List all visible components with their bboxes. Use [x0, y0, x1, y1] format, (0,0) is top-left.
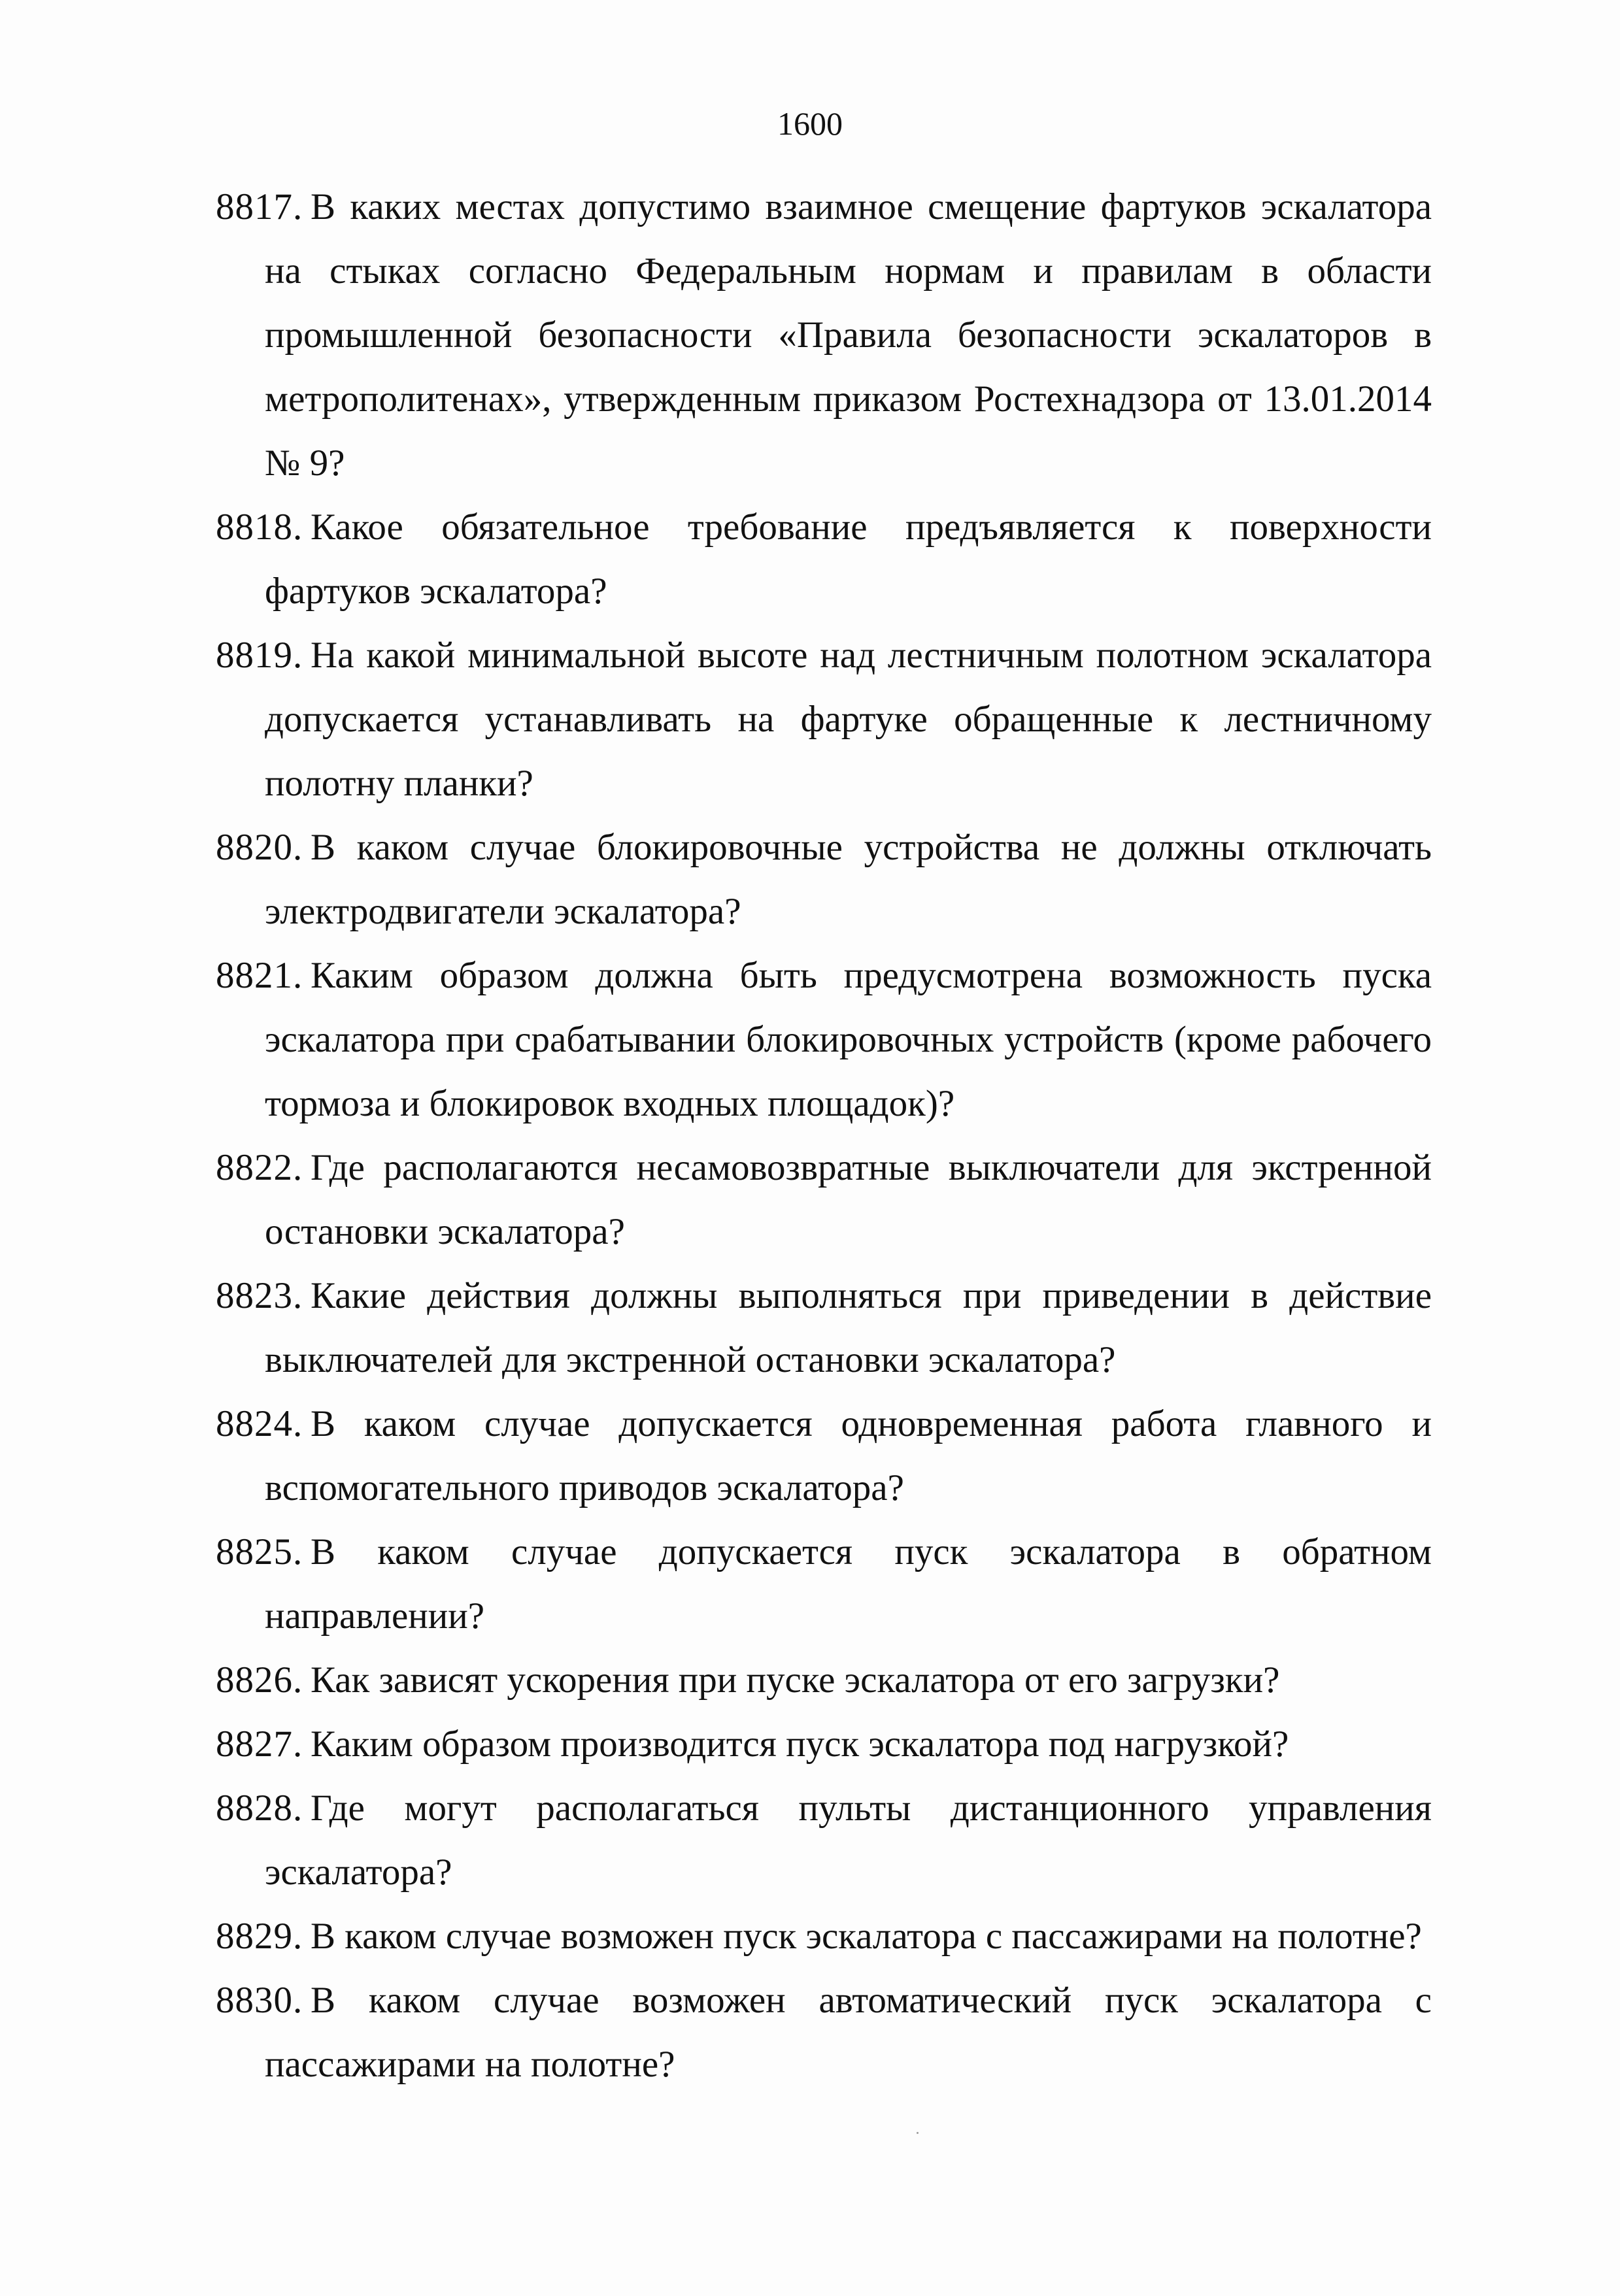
- question-text: В каком случае возможен пуск эскалатора с пассажирами на полотне?: [311, 1916, 1422, 1957]
- question-item: [216, 1905, 1432, 1969]
- scan-speck: [917, 2132, 919, 2134]
- question-item: [216, 1776, 1432, 1905]
- question-text: Где располагаются несамовозвратные выключатели для экстренной остановки эскалатора?: [265, 1147, 1432, 1252]
- question-item: [216, 1712, 1432, 1776]
- question-text: Какое обязательное требование предъявляется к поверхности фартуков эскалатора?: [265, 507, 1432, 612]
- question-text: На какой минимальной высоте над лестничным полотном эскалатора допускается устанавливать на фартуке обращенные к лестничному полотну планки?: [265, 635, 1432, 804]
- question-item: [216, 1136, 1432, 1264]
- page-number: 1600: [777, 105, 843, 142]
- question-number: 8824.: [216, 1403, 303, 1444]
- question-item: [216, 175, 1432, 495]
- question-item: [216, 1648, 1432, 1712]
- question-number: 8818.: [216, 507, 303, 548]
- question-item: [216, 1520, 1432, 1648]
- question-text: Каким образом должна быть предусмотрена возможность пуска эскалатора при срабатывании блокировочных устройств (кроме рабочего тормоза и блокировок входных площадок)?: [265, 955, 1432, 1124]
- question-text: Где могут располагаться пульты дистанционного управления эскалатора?: [265, 1788, 1432, 1893]
- question-number: 8820.: [216, 827, 303, 868]
- question-text: Как зависят ускорения при пуске эскалатора от его загрузки?: [311, 1659, 1280, 1701]
- question-number: 8829.: [216, 1916, 303, 1957]
- question-number: 8821.: [216, 955, 303, 996]
- question-text: В каком случае блокировочные устройства не должны отключать электродвигатели эскалатора?: [265, 827, 1432, 932]
- question-text: Каким образом производится пуск эскалатора под нагрузкой?: [311, 1723, 1289, 1765]
- question-number: 8828.: [216, 1788, 303, 1829]
- question-item: [216, 624, 1432, 816]
- question-number: 8825.: [216, 1531, 303, 1572]
- question-text: В каком случае возможен автоматический пуск эскалатора с пассажирами на полотне?: [265, 1980, 1432, 2085]
- question-item: [216, 944, 1432, 1136]
- question-item: [216, 1264, 1432, 1392]
- question-list: [216, 175, 1432, 2097]
- question-number: 8830.: [216, 1980, 303, 2021]
- question-text: Какие действия должны выполняться при приведении в действие выключателей для экстренной остановки эскалатора?: [265, 1275, 1432, 1380]
- question-text: В каких местах допустимо взаимное смещение фартуков эскалатора на стыках согласно Федеральным нормам и правилам в области промышленной безопасности «Правила безопасности эскалаторов в метрополитенах», утвержденным приказом Ростехнадзора от 13.01.2014 № 9?: [265, 186, 1432, 484]
- question-number: 8822.: [216, 1147, 303, 1188]
- question-number: 8827.: [216, 1723, 303, 1765]
- question-number: 8823.: [216, 1275, 303, 1316]
- question-item: [216, 1969, 1432, 2097]
- question-text: В каком случае допускается пуск эскалатора в обратном направлении?: [265, 1531, 1432, 1637]
- question-text: В каком случае допускается одновременная работа главного и вспомогательного приводов эскалатора?: [265, 1403, 1432, 1508]
- question-number: 8826.: [216, 1659, 303, 1701]
- question-number: 8819.: [216, 635, 303, 676]
- question-item: [216, 495, 1432, 624]
- question-number: 8817.: [216, 186, 303, 227]
- question-item: [216, 1392, 1432, 1520]
- question-item: [216, 816, 1432, 944]
